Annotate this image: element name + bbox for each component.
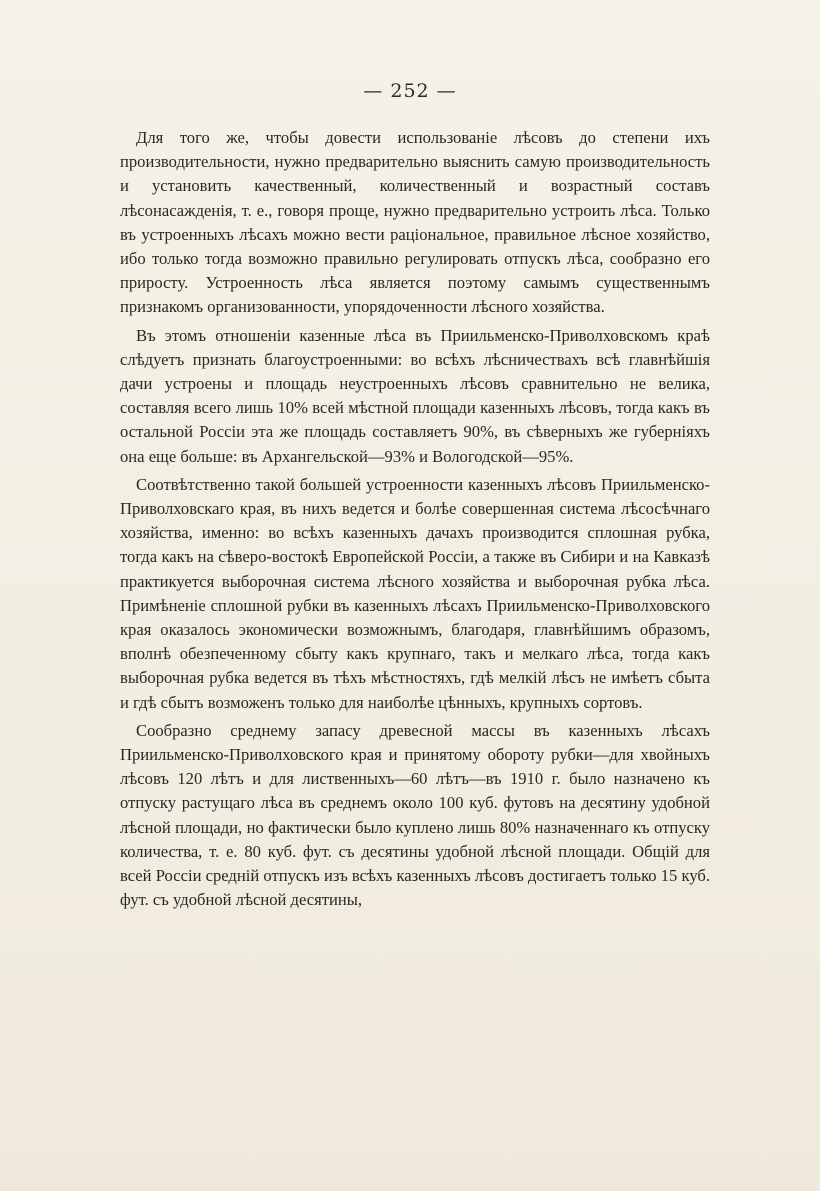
paragraph-2: Въ этомъ отношеніи казенные лѣса въ Приильменско-Приволховскомъ краѣ слѣдуетъ признать благоустроенными: во всѣхъ лѣсничествахъ всѣ главнѣйшія дачи устроены и площадь неустроенныхъ лѣсовъ сравнительно не велика, составляя всего лишь 10% всей мѣстной площади казенныхъ лѣсовъ, тогда какъ въ остальной Россіи эта же площадь составляетъ 90%, въ сѣверныхъ же губерніяхъ она еще больше: въ Архангельской—93% и Вологодской—95%. [120,325,710,466]
page-body [120,126,710,917]
page-number: — 252 — [363,80,457,102]
paragraph-4: Сообразно среднему запасу древесной массы въ казенныхъ лѣсахъ Приильменско-Приволховского края и принятому обороту рубки—для хвойныхъ лѣсовъ 120 лѣтъ и для лиственныхъ—60 лѣтъ—въ 1910 г. было назначено къ отпуску растущаго лѣса въ среднемъ около 100 куб. футовъ на десятину удобной лѣсной площади, но фактически было куплено лишь 80% назначеннаго къ отпуску количества, т. е. 80 куб. фут. съ десятины удобной лѣсной площади. Общій для всей Россіи средній отпускъ изъ всѣхъ казенныхъ лѣсовъ достигаетъ только 15 куб. фут. съ удобной лѣсной десятины, [120,720,710,910]
paragraph-3: Соотвѣтственно такой большей устроенности казенныхъ лѣсовъ Приильменско-Приволховскаго края, въ нихъ ведется и болѣе совершенная система лѣсосѣчнаго хозяйства, именно: во всѣхъ казенныхъ дачахъ производится сплошная рубка, тогда какъ на сѣверо-востокѣ Европейской Россіи, а также въ Сибири и на Кавказѣ практикуется выборочная система лѣсного хозяйства и выборочная рубка лѣса. Примѣненіе сплошной рубки въ казенныхъ лѣсахъ Приильменско-Приволховского края оказалось экономически возможнымъ, благодаря, главнѣйшимъ образомъ, вполнѣ обезпеченному сбыту какъ крупнаго, такъ и мелкаго лѣса, тогда какъ выборочная рубка ведется въ тѣхъ мѣстностяхъ, гдѣ мелкій лѣсъ не имѣетъ сбыта и гдѣ сбытъ возможенъ только для наиболѣе цѣнныхъ, крупныхъ сортовъ. [120,474,710,712]
paragraph-1: Для того же, чтобы довести использованіе лѣсовъ до степени ихъ производительности, нужно предварительно выяснить самую производительность и установить качественный, количественный и возрастный составъ лѣсонасажденія, т. е., говоря проще, нужно предварительно устроить лѣса. Только въ устроенныхъ лѣсахъ можно вести раціональное, правильное лѣсное хозяйство, ибо только тогда возможно правильно регулировать отпускъ лѣса, сообразно его приросту. Устроенность лѣса является поэтому самымъ существеннымъ признакомъ организованности, упорядоченности лѣсного хозяйства. [120,128,710,317]
